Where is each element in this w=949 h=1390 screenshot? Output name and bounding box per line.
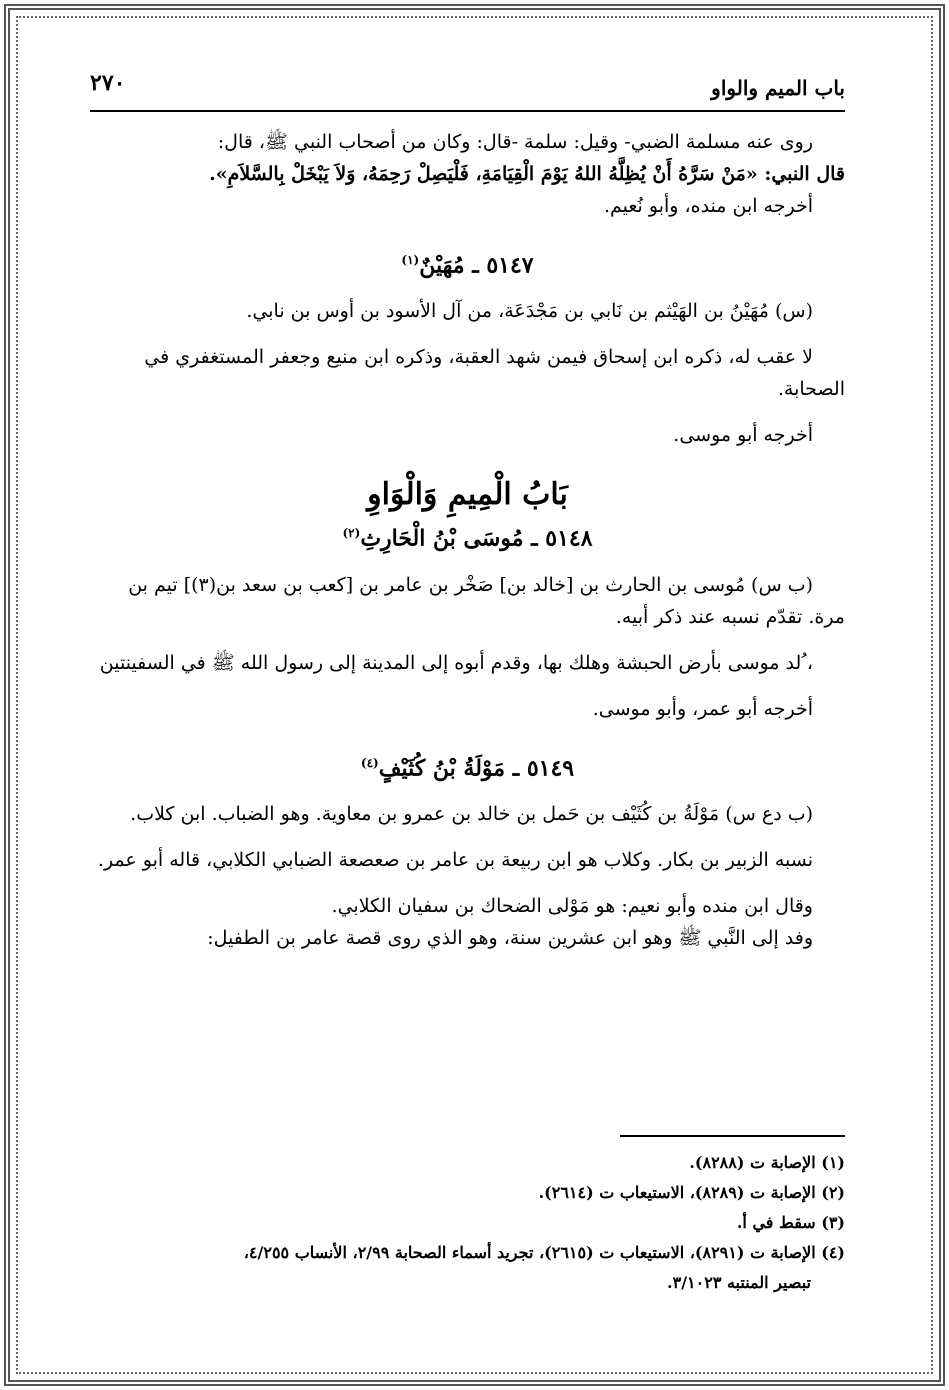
prev-entry-line-3: أخرجه ابن منده، وأبو نُعيم. bbox=[603, 195, 813, 217]
footnote-2: (٢) الإصابة ت (٨٢٨٩)، الاستيعاب ت (٢٦١٤). bbox=[538, 1183, 845, 1202]
entry-heading-5148: ٥١٤٨ ـ مُوسَى بْنُ الْحَارِثِ$^{(٢)}$ bbox=[342, 525, 593, 552]
entry-5148-paragraph-2: ، ُلد موسى بأرض الحبشة وهلك بها، وقدم أبوه إلى المدينة إلى رسول الله ﷺ في السفينتين bbox=[99, 651, 813, 674]
chapter-title: بَابُ الْمِيمِ وَالْوَاوِ bbox=[367, 477, 568, 513]
entry-heading-5149: ٥١٤٩ ـ مَوْلَةُ بْنُ كُثَيْفٍ$^{(٤)}$ bbox=[360, 754, 575, 781]
entry-5148-paragraph-1: (ب س) مُوسى بن الحارث بن [خالد بن] صَخْر بن عامر بن [كعب بن سعد بن(٣)] تيم بن مرة. تقدّم نسبه عند ذكر أبيه. bbox=[128, 573, 845, 628]
entry-5149-paragraph-3: وقال ابن منده وأبو نعيم: هو مَوْلى الضحاك بن سفيان الكلابي. bbox=[331, 894, 813, 917]
page-number: ٢٧٠ bbox=[90, 70, 126, 96]
footnote-ref: (٢) bbox=[342, 526, 361, 541]
footnotes bbox=[90, 1148, 845, 1298]
entry-5147-paragraph-2: لا عقب له، ذكره ابن إسحاق فيمن شهد العقبة، وذكره ابن منيع وجعفر المستغفري في الصحابة. bbox=[144, 346, 845, 401]
running-title: باب الميم والواو bbox=[711, 76, 845, 100]
footnote-1: (١) الإصابة ت (٨٢٨٨). bbox=[689, 1153, 845, 1172]
footnote-3: (٣) سقط في أ. bbox=[736, 1213, 845, 1232]
running-header bbox=[90, 70, 845, 112]
entry-5148-paragraph-3: أخرجه أبو عمر، وأبو موسى. bbox=[592, 697, 813, 720]
entry-5147-paragraph-1: (س) مُهَيْنُ بن الهَيْثم بن نَابي بن مَجْدَعَة، من آل الأسود بن أوس بن نابي. bbox=[246, 300, 813, 323]
footnote-separator bbox=[620, 1135, 845, 1137]
entry-5149-paragraph-1: (ب دع س) مَوْلَةُ بن كُثَيْف بن حَمل بن خالد بن عمرو بن معاوية. وهو الضباب. ابن كلاب. bbox=[130, 802, 813, 825]
book-page bbox=[90, 60, 845, 1310]
footnote-4-continuation: تبصير المنتبه ٣/١٠٢٣. bbox=[667, 1273, 811, 1292]
entry-5147-paragraph-3: أخرجه أبو موسى. bbox=[673, 424, 813, 447]
footnote-4: (٤) الإصابة ت (٨٢٩١)، الاستيعاب ت (٢٦١٥)، تجريد أسماء الصحابة ٢/٩٩، الأنساب ٤/٢٥٥، bbox=[243, 1243, 845, 1262]
entry-5149-paragraph-4: وفد إلى النَّبي ﷺ وهو ابن عشرين سنة، وهو الذي روى قصة عامر بن الطفيل: bbox=[207, 926, 813, 949]
prev-entry-line-2: قال النبي: «مَنْ سَرَّهُ أَنْ يُظِلَّهُ اللهُ يَوْمَ الْقِيَامَةِ، فَلْيَصِلْ رَحِمَهُ، وَلاَ يَبْخَلْ بِالسَّلاَمِ». bbox=[209, 163, 845, 185]
entry-5149-paragraph-2: نسبه الزبير بن بكار. وكلاب هو ابن ربيعة بن عامر بن صعصعة الضبابي الكلابي، قاله أبو عمر. bbox=[97, 848, 813, 871]
entry-heading-5147: ٥١٤٧ ـ مُهَيْنٌ$^{(١)}$ bbox=[401, 252, 534, 279]
page-body bbox=[90, 126, 845, 954]
footnote-ref: (١) bbox=[401, 253, 420, 267]
footnote-ref: (٤) bbox=[360, 755, 379, 770]
prev-entry-line-1: روى عنه مسلمة الضبي- وقيل: سلمة -قال: وكان من أصحاب النبي ﷺ، قال: bbox=[217, 131, 813, 153]
